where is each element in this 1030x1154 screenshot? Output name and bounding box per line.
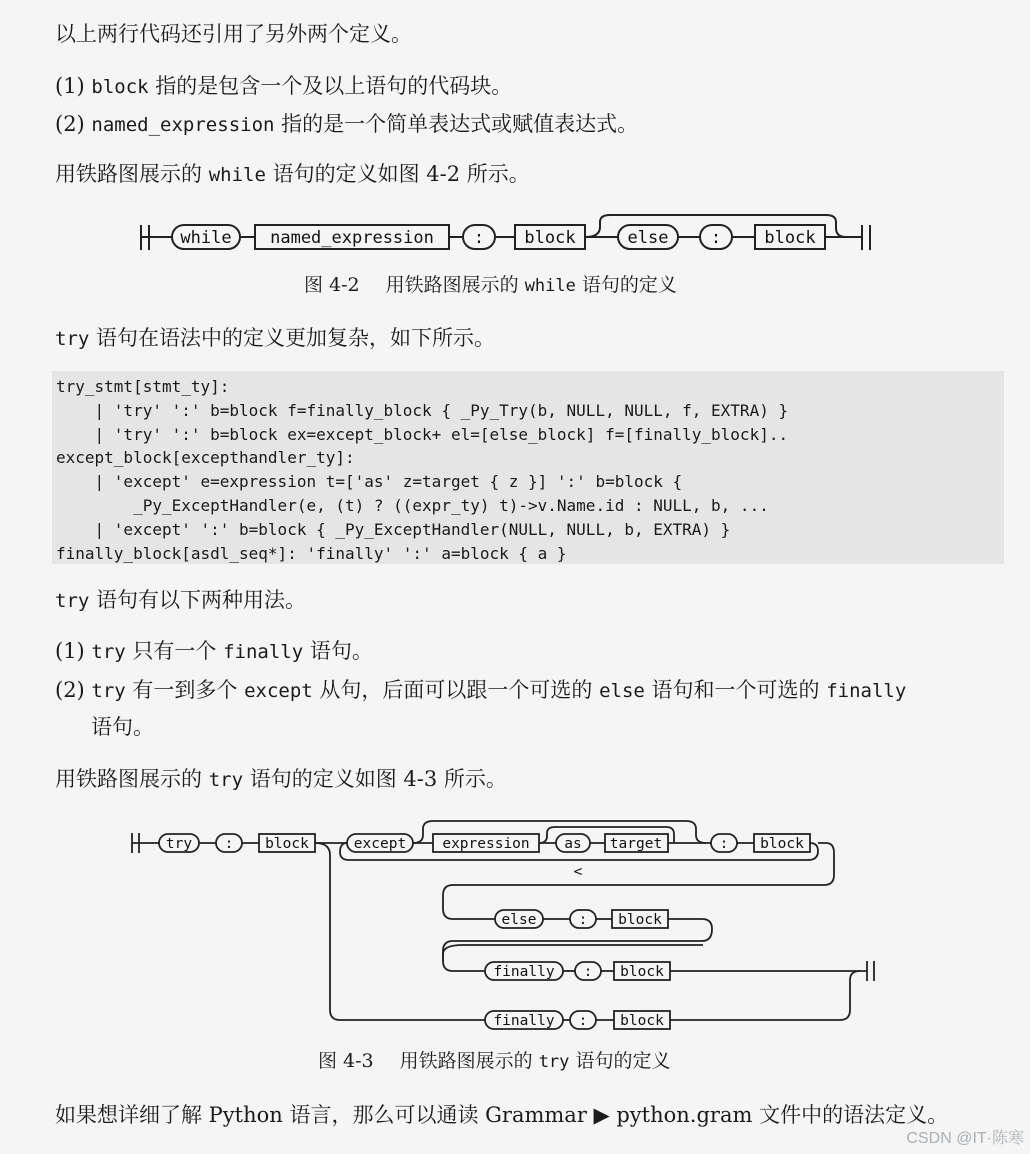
named-expression-nonterminal: named_expression — [270, 228, 434, 248]
except-keyword-terminal: except — [353, 836, 407, 852]
inline-code: named_expression — [91, 114, 275, 136]
expression-nonterminal: expression — [442, 836, 530, 852]
list-item-try-except-cont: 语句。 — [91, 715, 154, 739]
grammar-code-block — [52, 371, 1004, 564]
while-keyword-terminal: while — [180, 228, 232, 248]
paragraph-grammar-reference: 如果想详细了解 Python 语言，那么可以通读 Grammar ▶ python.gram 文件中的语法定义。 — [55, 1103, 949, 1127]
figure-caption-4-3: 图 4-3 用铁路图展示的 try 语句的定义 — [318, 1050, 671, 1072]
finally-keyword-terminal: finally — [493, 1013, 555, 1029]
list-item-named-expression: (2) named_expression 指的是一个简单表达式或赋值表达式。 — [55, 112, 639, 136]
while-railroad-diagram — [130, 206, 890, 268]
figure-caption-4-2: 图 4-2 用铁路图展示的 while 语句的定义 — [304, 274, 677, 296]
colon-terminal: : — [710, 228, 722, 248]
list-item-block: (1) block 指的是包含一个及以上语句的代码块。 — [55, 74, 513, 98]
as-keyword-terminal: as — [564, 836, 582, 852]
list-item-try-finally: (1) try 只有一个 finally 语句。 — [55, 639, 373, 663]
list-item-try-except: (2) try 有一到多个 except 从句，后面可以跟一个可选的 else 语句和一个可选的 finally — [55, 678, 907, 702]
block-nonterminal: block — [524, 228, 576, 248]
inline-code: try — [208, 769, 244, 791]
colon-terminal: : — [578, 912, 588, 928]
block-nonterminal: block — [620, 1013, 664, 1029]
inline-code: try — [55, 328, 90, 350]
code-line: finally_block[asdl_seq*]: 'finally' ':' a=block { a } — [56, 543, 567, 563]
block-nonterminal: block — [620, 964, 664, 980]
paragraph-try-usages: try 语句有以下两种用法。 — [55, 588, 307, 612]
code-line: except_block[excepthandler_ty]: — [56, 448, 355, 468]
else-keyword-terminal: else — [501, 912, 537, 928]
code-line: | 'except' e=expression t=['as' z=target { z }] ':' b=block { — [56, 472, 683, 492]
else-keyword-terminal: else — [627, 228, 669, 248]
colon-terminal: : — [719, 836, 729, 852]
colon-terminal: : — [473, 228, 485, 248]
finally-keyword-terminal: finally — [493, 964, 555, 980]
try-keyword-terminal: try — [165, 836, 193, 852]
code-line: _Py_ExceptHandler(e, (t) ? ((expr_ty) t)->v.Name.id : NULL, b, ... — [56, 495, 769, 515]
inline-code: while — [208, 164, 266, 186]
paragraph-try-intro: 用铁路图展示的 try 语句的定义如图 4-3 所示。 — [55, 767, 507, 791]
inline-code: block — [91, 76, 149, 98]
try-railroad-diagram — [120, 812, 890, 1037]
block-nonterminal: block — [764, 228, 816, 248]
colon-terminal: : — [583, 964, 593, 980]
block-nonterminal: block — [760, 836, 804, 852]
loop-arrow-marker: < — [573, 864, 583, 880]
colon-terminal: : — [578, 1013, 588, 1029]
code-line: | 'try' ':' b=block ex=except_block+ el=[else_block] f=[finally_block].. — [56, 424, 789, 444]
block-nonterminal: block — [265, 836, 309, 852]
code-line: | 'try' ':' b=block f=finally_block { _Py_Try(b, NULL, NULL, f, EXTRA) } — [56, 400, 789, 420]
code-line: try_stmt[stmt_ty]: — [56, 377, 230, 396]
colon-terminal: : — [224, 836, 234, 852]
paragraph-while-intro: 用铁路图展示的 while 语句的定义如图 4-2 所示。 — [55, 162, 530, 186]
inline-code: try — [55, 590, 90, 612]
block-nonterminal: block — [618, 912, 662, 928]
target-nonterminal: target — [609, 836, 663, 852]
paragraph-intro: 以上两行代码还引用了另外两个定义。 — [55, 22, 412, 46]
code-line: | 'except' ':' b=block { _Py_ExceptHandler(NULL, NULL, b, EXTRA) } — [56, 519, 731, 539]
csdn-watermark: CSDN @IT·陈寒 — [906, 1130, 1024, 1147]
paragraph-try-grammar: try 语句在语法中的定义更加复杂，如下所示。 — [55, 326, 496, 350]
